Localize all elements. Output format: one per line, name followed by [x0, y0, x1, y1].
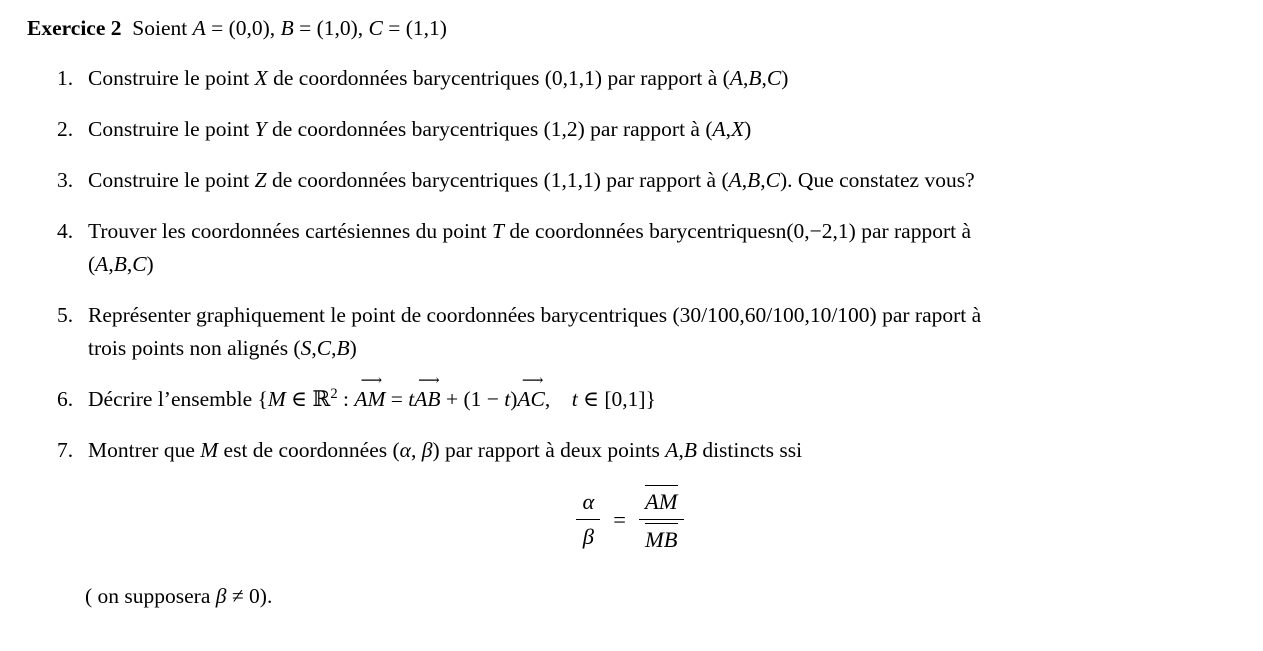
text-segment: est de coordonnées ( [218, 438, 400, 462]
text-segment: de coordonnées barycentriques (0,1,1) par rapport à ( [267, 66, 730, 90]
text-segment: M [200, 438, 219, 462]
text-segment: Construire le point [88, 117, 255, 141]
text-segment: Soient [121, 16, 193, 40]
text-segment: C [368, 16, 383, 40]
text-segment: A [728, 168, 742, 192]
list-item [57, 434, 1233, 467]
text-segment: Décrire l’ensemble { [88, 387, 268, 411]
exercise-list [57, 62, 1233, 467]
rhs-numerator [639, 485, 684, 520]
item-number: 5. [57, 303, 74, 327]
text-segment: Y [254, 117, 267, 141]
text-segment: ( on supposera [85, 584, 216, 609]
text-segment: B [747, 168, 761, 192]
text-segment: C [766, 66, 782, 90]
text-segment: = (0,0), [205, 16, 281, 40]
text-segment: B [336, 336, 350, 360]
text-segment: , [544, 387, 572, 411]
text-segment: A [95, 252, 109, 276]
item-number: 3. [57, 168, 74, 192]
text-segment: α [399, 438, 411, 462]
text-segment: B [683, 438, 697, 462]
text-segment: 2 [330, 385, 338, 402]
text-segment: , [761, 66, 767, 90]
text-segment: A [712, 117, 726, 141]
text-segment: S [300, 336, 312, 360]
text-segment: ) [744, 117, 752, 141]
text-line [88, 164, 975, 197]
text-segment: A [729, 66, 743, 90]
overline-AM: AM [645, 485, 678, 516]
text-segment: Z [254, 168, 267, 192]
text-segment: C [765, 168, 781, 192]
lhs-fraction [576, 488, 600, 551]
exercise-header [27, 12, 1233, 45]
item-text [88, 113, 751, 146]
item-text [88, 62, 788, 95]
text-segment: ) [781, 66, 789, 90]
text-segment: , [311, 336, 317, 360]
rhs-fraction [639, 485, 684, 554]
item-number: 7. [57, 438, 74, 462]
text-segment: C [132, 252, 147, 276]
text-line [88, 299, 981, 332]
text-segment: ) [146, 252, 154, 276]
text-segment: : [337, 387, 355, 411]
text-segment: ∈ [0,1]} [577, 387, 656, 411]
equation-block [27, 485, 1233, 554]
list-item [57, 164, 1233, 197]
text-segment: t [408, 387, 415, 411]
item-text [88, 164, 975, 197]
text-segment: , [760, 168, 766, 192]
list-item [57, 299, 1233, 365]
text-segment: t [571, 387, 578, 411]
text-line [88, 434, 802, 467]
text-segment: , [108, 252, 114, 276]
list-item [57, 62, 1233, 95]
text-segment: A [665, 438, 679, 462]
text-segment: trois points non alignés ( [88, 336, 301, 360]
text-segment: = [385, 387, 409, 411]
text-segment: ) par rapport à deux points [432, 438, 666, 462]
text-segment: T [492, 219, 504, 243]
item-number: 4. [57, 219, 74, 243]
text-segment: B [280, 16, 294, 40]
text-segment: β [215, 584, 227, 609]
text-segment: , [742, 66, 749, 90]
item-text [88, 215, 971, 281]
text-line [88, 248, 971, 281]
list-item [57, 113, 1233, 146]
vector-notation: AM ⟶ [354, 383, 385, 416]
list-item [57, 383, 1233, 416]
equals-sign: = [613, 506, 626, 532]
lhs-numerator: α [576, 488, 600, 520]
text-segment: A [192, 16, 206, 40]
text-segment: , [741, 168, 748, 192]
text-segment: , [410, 438, 422, 462]
text-segment: β [421, 438, 433, 462]
text-segment: de coordonnées barycentriques (1,1,1) par rapport à ( [266, 168, 729, 192]
text-segment: ) [349, 336, 357, 360]
text-segment: , [331, 336, 337, 360]
text-segment: C [316, 336, 332, 360]
text-segment: B [113, 252, 127, 276]
text-segment: M [267, 387, 286, 411]
exercise-intro [122, 16, 447, 40]
footnote [85, 580, 1233, 613]
text-segment: Représenter graphiquement le point de coordonnées barycentriques (30/100,60/100,10/100) par raport à [88, 303, 982, 327]
text-segment: Construire le point [88, 66, 255, 90]
text-segment: de coordonnées barycentriques (1,2) par rapport à ( [266, 117, 713, 141]
text-segment: ≠ 0). [226, 584, 273, 609]
text-segment: = (1,1) [382, 16, 447, 40]
text-line [122, 16, 447, 40]
text-segment: Construire le point [88, 168, 255, 192]
rhs-denominator [639, 520, 684, 554]
text-segment: = (1,0), [293, 16, 369, 40]
text-segment: X [254, 66, 268, 90]
item-number: 1. [57, 66, 74, 90]
text-segment: + (1 − [440, 387, 505, 411]
vector-notation: AB ⟶ [414, 383, 440, 416]
text-segment: ( [88, 252, 96, 276]
text-segment: Montrer que [88, 438, 201, 462]
text-segment: X [731, 117, 745, 141]
text-segment: , [126, 252, 133, 276]
text-line [88, 383, 656, 416]
text-segment: t [504, 387, 511, 411]
item-text [88, 299, 981, 365]
text-line [88, 215, 971, 248]
text-segment: , [725, 117, 732, 141]
text-segment: ) [510, 387, 518, 411]
item-number: 2. [57, 117, 74, 141]
lhs-denominator: β [582, 524, 594, 550]
text-line [88, 332, 981, 365]
vector-notation: AC ⟶ [517, 383, 544, 416]
list-item [57, 215, 1233, 281]
text-segment: ∈ ℝ [285, 387, 331, 411]
item-text [88, 434, 802, 467]
text-segment: de coordonnées barycentriquesn(0,−2,1) par rapport à [504, 219, 972, 243]
text-segment: B [748, 66, 762, 90]
text-segment: , [678, 438, 684, 462]
text-line [88, 113, 751, 146]
text-line [85, 584, 272, 608]
exercise-label: Exercice 2 [27, 16, 122, 40]
text-line [88, 62, 788, 95]
text-segment: ). Que constatez vous? [780, 168, 975, 192]
text-segment: distincts ssi [696, 438, 803, 462]
item-number: 6. [57, 387, 74, 411]
overline-MB: MB [645, 523, 678, 554]
item-text [88, 383, 656, 416]
text-segment: Trouver les coordonnées cartésiennes du point [88, 219, 493, 243]
